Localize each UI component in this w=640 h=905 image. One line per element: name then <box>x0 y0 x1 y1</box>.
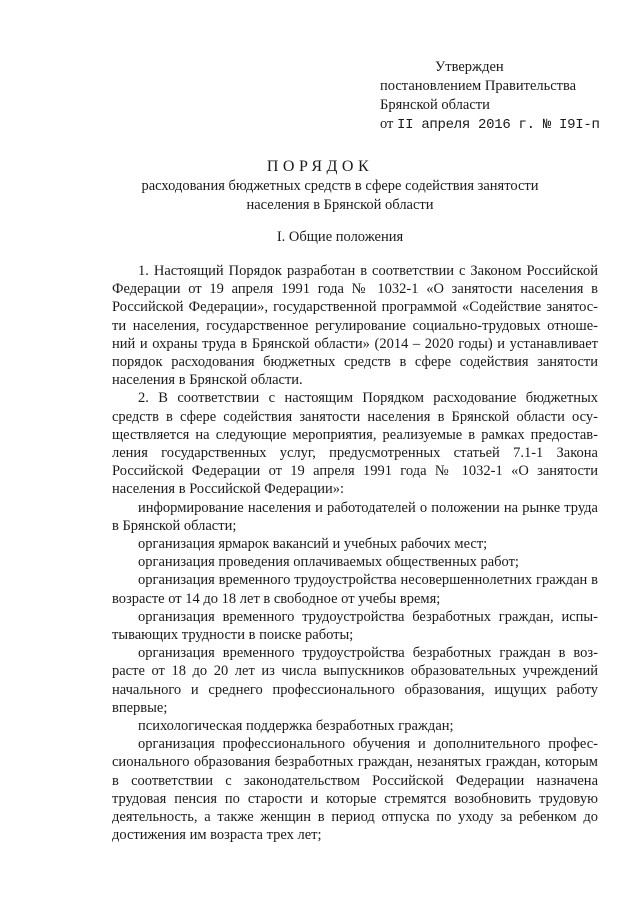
document-body <box>112 262 598 845</box>
list-item: организация временного трудоустройства несовершеннолетних граждан в возрасте от 14 до 18 лет в свободное от учебы время; <box>112 572 598 607</box>
list-item: организация временного трудоустройства безработных граждан в возрасте от 18 до 20 лет из числа выпускников образовательных учреждений начального и среднего профессионального образования, ищущих работу впервые; <box>112 645 598 716</box>
list-item: психологическая поддержка безработных граждан; <box>138 718 454 735</box>
list-item: организация временного трудоустройства безработных граждан, испытывающих трудности в поиске работы; <box>112 608 598 644</box>
approval-stamp <box>380 58 630 135</box>
approval-line: Утвержден <box>435 59 504 75</box>
list-item: организация проведения оплачиваемых общественных работ; <box>138 554 519 571</box>
approval-date: II апреля 2016 г. № I9I-п <box>397 117 600 133</box>
paragraph: 1. Настоящий Порядок разработан в соответствии с Законом Российской Федерации от 19 апреля 1991 года № 1032-1 «О занятости населения в Российской Федерации», государственной программой «Содействие занятости населения, государственное регулирование социально-трудовых отношений и охраны труда в Брянской области» (2014 – 2020 годы) и устанавливает порядок расходования бюджетных средств в сфере содействия занятости населения в Брянской области. <box>112 263 598 389</box>
list-item: организация ярмарок вакансий и учебных рабочих мест; <box>138 536 488 553</box>
approval-line: постановлением Правительства <box>380 78 577 94</box>
document-subtitle: расходования бюджетных средств в сфере содействия занятости населения в Брянской области <box>141 178 539 213</box>
approval-date-prefix: от <box>380 116 398 132</box>
paragraph: 2. В соответствии с настоящим Порядком расходование бюджетных средств в сфере содействия занятости населения в Брянской области осуществляется на следующие мероприятия, реализуемые в рамках предоставления государственных услуг, предусмотренных статьей 7.1-1 Закона Российской Федерации от 19 апреля 1991 года № 1032-1 «О занятости населения в Российской Федерации»: <box>112 390 598 498</box>
approval-date-line <box>380 115 630 135</box>
list-item: организация профессионального обучения и дополнительного профессионального образования безработных граждан, незанятых граждан, которым в соответствии с законодательством Российской Федерации назначена трудовая пенсия по старости и которые стремятся возобновить трудовую деятельность, а также женщин в период отпуска по уходу за ребенком до достижения им возраста трех лет; <box>112 736 598 844</box>
approval-line: Брянской области <box>380 97 490 113</box>
list-item: информирование населения и работодателей о положении на рынке труда в Брянской области; <box>112 499 598 534</box>
document-title: ПОРЯДОК <box>266 158 374 175</box>
section-heading: I. Общие положения <box>276 229 404 245</box>
